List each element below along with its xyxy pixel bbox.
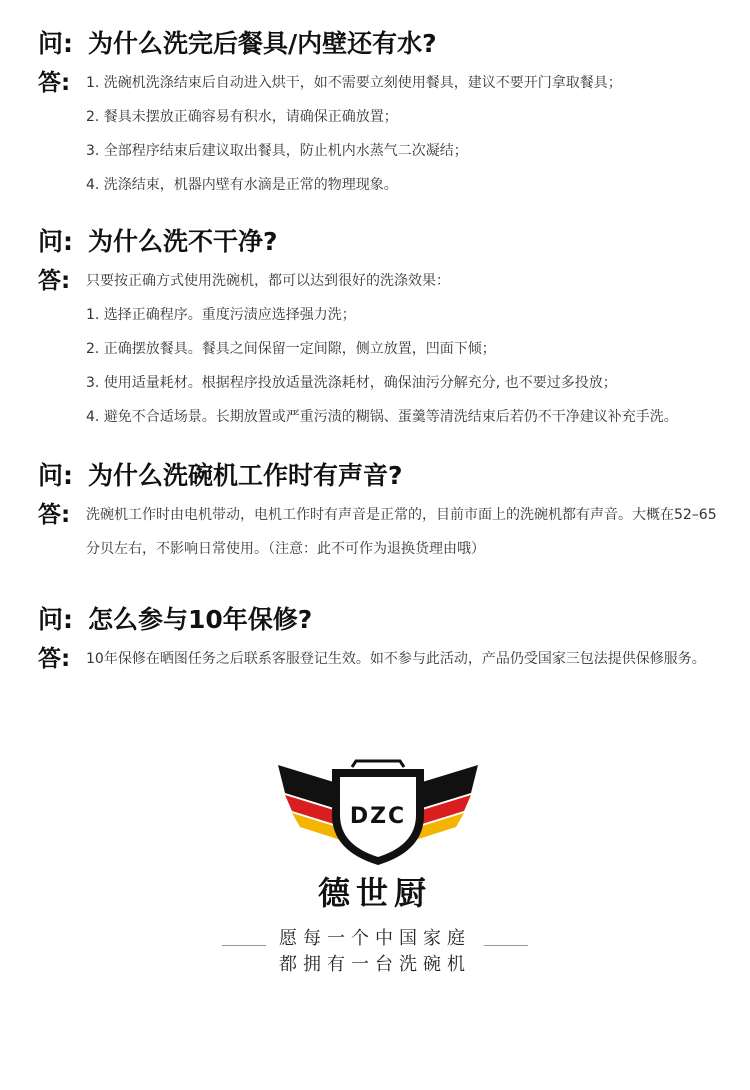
logo-initials: DZC (349, 804, 407, 829)
question-prefix: 问: (38, 29, 73, 58)
answer-block (38, 498, 738, 566)
slogan-line-1: 愿每一个中国家庭 (279, 928, 471, 949)
question-text: 怎么参与10年保修? (88, 605, 313, 634)
answer-paragraph: 10年保修在晒图任务之后联系客服登记生效。如不参与此活动，产品仍受国家三包法提供保修服务。 (86, 651, 706, 667)
question-prefix: 问: (38, 605, 73, 634)
question-text: 为什么洗不干净? (88, 227, 278, 256)
answer-line: 3. 全部程序结束后建议取出餐具，防止机内水蒸气二次凝结； (86, 143, 468, 159)
brand-name: 德世厨 (317, 874, 432, 912)
answer-block (38, 642, 738, 676)
question-prefix: 问: (38, 227, 73, 256)
answer-prefix: 答: (38, 502, 71, 528)
answer-prefix: 答: (38, 268, 71, 294)
qa-section-2 (38, 222, 738, 434)
answer-intro: 只要按正确方式使用洗碗机，都可以达到很好的洗涤效果： (86, 273, 450, 289)
answer-body (86, 264, 738, 434)
answer-paragraph: 洗碗机工作时由电机带动，电机工作时有声音是正常的，目前市面上的洗碗机都有声音。大概在52–65分贝左右，不影响日常使用。（注意：此不可作为退换货理由哦） (86, 507, 717, 557)
question-text: 为什么洗碗机工作时有声音? (88, 461, 403, 490)
answer-body (86, 66, 738, 202)
answer-line: 4. 避免不合适场景。长期放置或严重污渍的糊锅、蛋羹等清洗结束后若仍不干净建议补充手洗。 (86, 409, 678, 425)
answer-body (86, 498, 738, 566)
answer-line: 1. 洗碗机洗涤结束后自动进入烘干，如不需要立刻使用餐具，建议不要开门拿取餐具； (86, 75, 622, 91)
answer-line: 3. 使用适量耗材。根据程序投放适量洗涤耗材，确保油污分解充分, 也不要过多投放； (86, 375, 617, 391)
qa-section-3 (38, 456, 738, 566)
answer-block (38, 66, 738, 202)
question-row (38, 600, 738, 640)
slogan-line-2: 都拥有一台洗碗机 (279, 954, 471, 975)
answer-prefix: 答: (38, 70, 71, 96)
question-row (38, 24, 738, 64)
answer-line: 1. 选择正确程序。重度污渍应选择强力洗； (86, 307, 356, 323)
answer-body (86, 642, 738, 676)
question-prefix: 问: (38, 461, 73, 490)
answer-line: 2. 正确摆放餐具。餐具之间保留一定间隙，侧立放置，凹面下倾； (86, 341, 496, 357)
answer-line: 4. 洗涤结束，机器内壁有水滴是正常的物理现象。 (86, 177, 398, 193)
answer-block (38, 264, 738, 434)
answer-prefix: 答: (38, 646, 71, 672)
qa-section-1 (38, 24, 738, 202)
answer-line: 2. 餐具未摆放正确容易有积水，请确保正确放置； (86, 109, 398, 125)
question-row (38, 456, 738, 496)
question-row (38, 222, 738, 262)
qa-section-4 (38, 600, 738, 676)
question-text: 为什么洗完后餐具/内壁还有水? (88, 29, 437, 58)
